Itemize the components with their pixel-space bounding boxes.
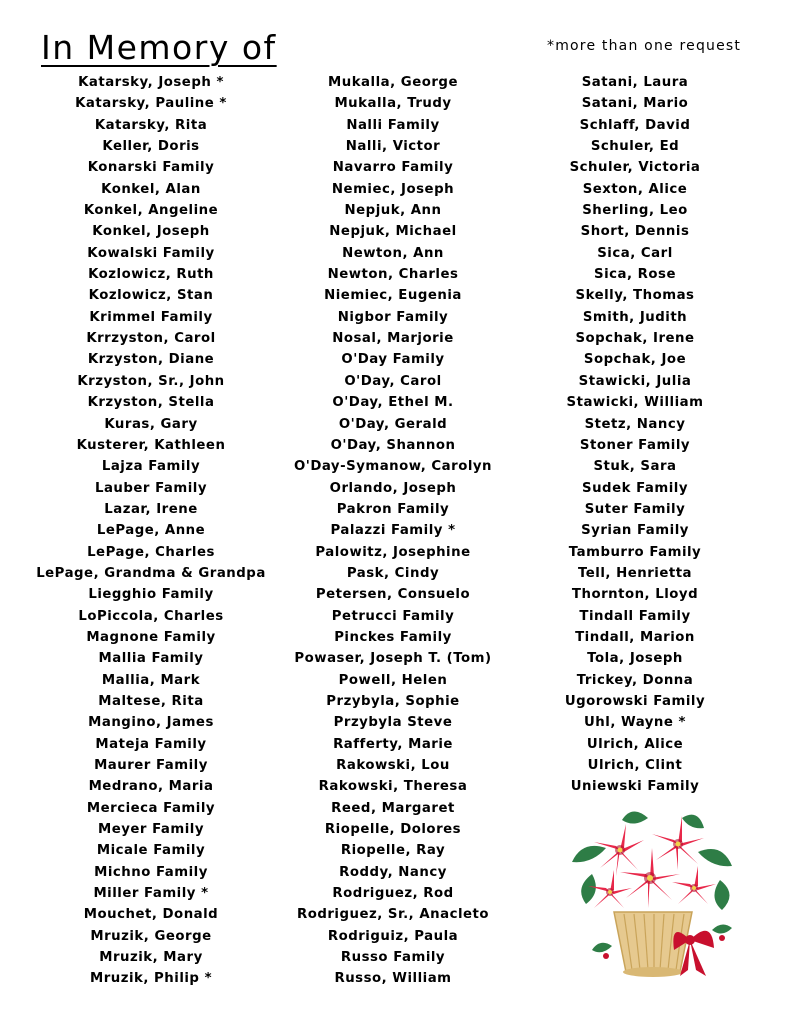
memorial-name: Lajza Family [101, 459, 201, 475]
memorial-name: Syrian Family [581, 523, 689, 539]
memorial-name: Konkel, Alan [101, 181, 201, 197]
memorial-name: Sopchak, Irene [575, 331, 695, 347]
memorial-name: Sudek Family [582, 480, 688, 496]
memorial-name: Pakron Family [336, 501, 450, 517]
memorial-name: Kozlowicz, Ruth [88, 267, 214, 283]
memorial-name: Katarsky, Rita [94, 117, 208, 133]
memorial-name: Newton, Ann [342, 245, 444, 261]
memorial-name: Magnone Family [86, 629, 216, 645]
memorial-name: Sherling, Leo [582, 203, 688, 219]
memorial-name: Stawicki, William [566, 395, 704, 411]
memorial-name: Rodriguez, Rod [332, 886, 454, 902]
memorial-name: Keller, Doris [102, 139, 200, 155]
memorial-name: O'Day Family [341, 352, 445, 368]
memorial-name: Kuras, Gary [104, 416, 198, 432]
memorial-name: Rodriguez, Sr., Anacleto [296, 907, 490, 923]
memorial-name: Ugorowski Family [564, 693, 706, 709]
memorial-name: Mallia, Mark [101, 672, 201, 688]
memorial-name: Uniewski Family [570, 779, 700, 795]
memorial-name: Tindall Family [579, 608, 691, 624]
memorial-name: Miller Family * [93, 886, 209, 902]
memorial-name: Mruzik, Philip * [89, 971, 213, 987]
memorial-name: Pinckes Family [334, 629, 452, 645]
memorial-name: Sexton, Alice [582, 181, 688, 197]
memorial-name: Sica, Carl [597, 245, 673, 261]
memorial-name: Krzyston, Diane [87, 352, 215, 368]
request-note: *more than one request [547, 38, 742, 54]
poinsettia-pot-icon [562, 800, 744, 982]
memorial-name: LePage, Grandma & Grandpa [36, 565, 266, 581]
memorial-name: Nepjuk, Michael [329, 224, 457, 240]
memorial-name: Nepjuk, Ann [344, 203, 442, 219]
memorial-name: Krzyston, Sr., John [77, 373, 225, 389]
memorial-name: Krrzyston, Carol [86, 331, 216, 347]
memorial-name: Uhl, Wayne * [584, 715, 686, 731]
memorial-name: Riopelle, Ray [340, 843, 446, 859]
memorial-name: Mercieca Family [86, 800, 216, 816]
memorial-name: Newton, Charles [327, 267, 459, 283]
memorial-name: Lauber Family [94, 480, 208, 496]
page-title: In Memory of [41, 28, 277, 67]
memorial-name: Kowalski Family [87, 245, 215, 261]
memorial-name: Sica, Rose [594, 267, 676, 283]
memorial-name: Trickey, Donna [576, 672, 694, 688]
name-column-3 [520, 72, 750, 798]
memorial-name: O'Day-Symanow, Carolyn [293, 459, 493, 475]
memorial-name: Suter Family [584, 501, 686, 517]
memorial-name: Mouchet, Donald [83, 907, 219, 923]
name-column-2 [262, 72, 524, 990]
memorial-name: Petrucci Family [331, 608, 455, 624]
memorial-name: Roddy, Nancy [339, 864, 447, 880]
memorial-name: Schuler, Victoria [569, 160, 701, 176]
memorial-name: Schlaff, David [579, 117, 691, 133]
memorial-name: Powell, Helen [338, 672, 448, 688]
memorial-name: O'Day, Ethel M. [332, 395, 454, 411]
memorial-name: LePage, Anne [96, 523, 206, 539]
memorial-name: Nigbor Family [337, 309, 449, 325]
memorial-name: Kusterer, Kathleen [76, 437, 226, 453]
memorial-name: Pask, Cindy [346, 565, 440, 581]
memorial-name: Rakowski, Theresa [318, 779, 468, 795]
memorial-name: Nemiec, Joseph [331, 181, 455, 197]
memorial-name: LePage, Charles [87, 544, 215, 560]
memorial-name: Sopchak, Joe [583, 352, 687, 368]
memorial-name: Tindall, Marion [575, 629, 695, 645]
memorial-name: O'Day, Shannon [330, 437, 456, 453]
memorial-name: Stetz, Nancy [584, 416, 686, 432]
memorial-name: Navarro Family [332, 160, 454, 176]
memorial-name: Palazzi Family * [330, 523, 456, 539]
memorial-name: Ulrich, Alice [586, 736, 684, 752]
memorial-name: Satani, Laura [581, 75, 689, 90]
memorial-name: Przybyla, Sophie [326, 693, 460, 709]
memorial-name: Smith, Judith [582, 309, 688, 325]
memorial-name: Powaser, Joseph T. (Tom) [294, 651, 492, 667]
memorial-name: Riopelle, Dolores [324, 822, 462, 838]
memorial-name: Mateja Family [95, 736, 207, 752]
memorial-name: Konkel, Joseph [92, 224, 210, 240]
memorial-name: Reed, Margaret [331, 800, 455, 816]
memorial-name: Ulrich, Clint [587, 758, 683, 773]
memorial-name: Russo, William [334, 971, 452, 987]
memorial-name: Micale Family [96, 843, 206, 859]
name-column-1 [16, 72, 286, 990]
memorial-name: Katarsky, Pauline * [75, 96, 227, 112]
memorial-name: Konkel, Angeline [83, 203, 219, 219]
memorial-name: Mallia Family [98, 651, 204, 667]
memorial-name: Skelly, Thomas [575, 288, 695, 304]
memorial-name: Przybyla Steve [333, 715, 453, 731]
memorial-name: Medrano, Maria [88, 779, 214, 795]
memorial-name: Konarski Family [87, 160, 215, 176]
memorial-name: Schuler, Ed [590, 139, 680, 155]
memorial-name: Mruzik, George [90, 928, 212, 944]
memorial-name: Rakowski, Lou [336, 758, 450, 773]
memorial-name: Stuk, Sara [593, 459, 677, 475]
memorial-name: Kozlowicz, Stan [88, 288, 214, 304]
memorial-name: Krimmel Family [89, 309, 213, 325]
memorial-name: Michno Family [94, 864, 208, 880]
memorial-name: Petersen, Consuelo [315, 587, 471, 603]
memorial-name: Stoner Family [579, 437, 691, 453]
memorial-name: Satani, Mario [581, 96, 689, 112]
memorial-name: Rafferty, Marie [333, 736, 453, 752]
memorial-name: Lazar, Irene [104, 501, 198, 517]
memorial-name: Katarsky, Joseph * [78, 75, 224, 90]
memorial-name: O'Day, Gerald [338, 416, 448, 432]
memorial-name: Palowitz, Josephine [315, 544, 471, 560]
memorial-name: Nalli, Victor [345, 139, 441, 155]
memorial-name: Nalli Family [346, 117, 440, 133]
memorial-name: LoPiccola, Charles [78, 608, 224, 624]
memorial-name: Tell, Henrietta [577, 565, 693, 581]
memorial-name: Stawicki, Julia [578, 373, 692, 389]
memorial-name: Thornton, Lloyd [571, 587, 699, 603]
memorial-name: Russo Family [340, 950, 446, 966]
memorial-name: Meyer Family [97, 822, 205, 838]
memorial-name: Krzyston, Stella [87, 395, 215, 411]
memorial-name: Mukalla, Trudy [334, 96, 452, 112]
memorial-name: Tola, Joseph [587, 651, 683, 667]
memorial-name: Liegghio Family [88, 587, 214, 603]
memorial-name: Tamburro Family [568, 544, 702, 560]
memorial-name: Niemiec, Eugenia [324, 288, 462, 304]
memorial-name: Mukalla, George [328, 75, 458, 90]
memorial-name: Short, Dennis [580, 224, 690, 240]
memorial-name: Orlando, Joseph [329, 480, 457, 496]
memorial-name: Maurer Family [94, 758, 208, 773]
memorial-name: Maltese, Rita [98, 693, 204, 709]
memorial-name: Mangino, James [88, 715, 214, 731]
memorial-name: O'Day, Carol [344, 373, 442, 389]
memorial-name: Rodriguiz, Paula [327, 928, 459, 944]
memorial-name: Nosal, Marjorie [332, 331, 454, 347]
memorial-name: Mruzik, Mary [99, 950, 203, 966]
